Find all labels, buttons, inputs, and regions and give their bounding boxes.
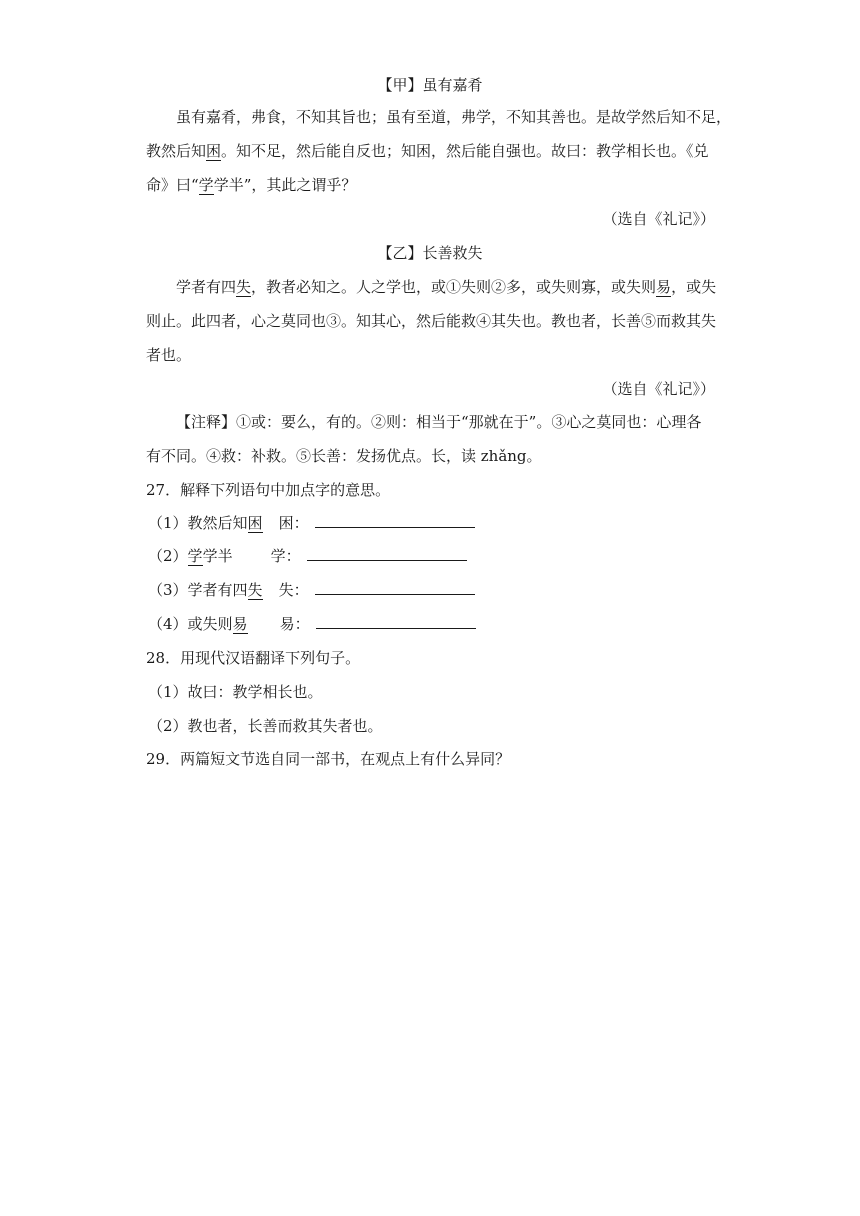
underlined-char: 学 bbox=[198, 176, 214, 194]
passage-b-line-2: 则止。此四者，心之莫同也③。知其心，然后能救④其失也。教也者，长善⑤而救其失 bbox=[146, 312, 717, 330]
question-28-item-1: （1）故曰：教学相长也。 bbox=[148, 683, 323, 701]
text-segment: 命》曰“ bbox=[146, 176, 199, 194]
item-text: （4）或失则 bbox=[148, 615, 233, 633]
answer-label: 学： bbox=[270, 547, 301, 565]
underlined-char: 困 bbox=[247, 514, 263, 532]
notes-line-1: 【注释】①或：要么，有的。②则：相当于“那就在于”。③心之莫同也：心理各 bbox=[176, 413, 702, 431]
item-text: （3）学者有四 bbox=[148, 581, 248, 599]
question-27-stem: 27．解释下列语句中加点字的意思。 bbox=[146, 481, 391, 499]
text-segment: ，或失 bbox=[671, 278, 717, 296]
answer-blank[interactable] bbox=[316, 614, 476, 629]
passage-b-line-3: 者也。 bbox=[146, 346, 192, 364]
passage-a-line-2 bbox=[146, 141, 709, 161]
answer-label: 易： bbox=[279, 615, 310, 633]
passage-a-title: 【甲】虽有嘉肴 bbox=[377, 76, 483, 94]
underlined-char: 易 bbox=[656, 278, 672, 296]
question-27-item-1 bbox=[148, 513, 475, 533]
underlined-char: 困 bbox=[206, 142, 222, 160]
text-segment: 。知不足，然后能自反也；知困，然后能自强也。故曰：教学相长也。《兑 bbox=[221, 142, 709, 160]
answer-label: 困： bbox=[278, 514, 309, 532]
question-27-item-4 bbox=[148, 614, 476, 634]
answer-blank[interactable] bbox=[315, 513, 475, 528]
underlined-char: 失 bbox=[236, 278, 252, 296]
passage-a-line-1: 虽有嘉肴，弗食，不知其旨也；虽有至道，弗学，不知其善也。是故学然后知不足， bbox=[176, 108, 732, 126]
question-28-stem: 28．用现代汉语翻译下列句子。 bbox=[146, 649, 361, 667]
item-text: （1）教然后知 bbox=[148, 514, 248, 532]
question-27-item-3 bbox=[148, 580, 475, 600]
text-segment: 学半”，其此之谓乎？ bbox=[213, 176, 357, 194]
text-segment: ，教者必知之。人之学也，或①失则②多，或失则寡，或失则 bbox=[251, 278, 657, 296]
question-27-item-2 bbox=[148, 546, 467, 566]
question-29-stem: 29．两篇短文节选自同一部书，在观点上有什么异同？ bbox=[146, 750, 511, 768]
text-segment: 学者有四 bbox=[176, 278, 237, 296]
underlined-char: 易 bbox=[232, 615, 248, 633]
question-28-item-2: （2）教也者，长善而救其失者也。 bbox=[148, 717, 383, 735]
item-text: 学半 bbox=[202, 547, 233, 565]
text-segment: 教然后知 bbox=[146, 142, 207, 160]
answer-blank[interactable] bbox=[307, 546, 467, 561]
notes-line-2: 有不同。④救：补救。⑤长善：发扬优点。长，读 zhǎng。 bbox=[146, 447, 542, 465]
passage-a-source: （选自《礼记》） bbox=[602, 210, 715, 228]
underlined-char: 学 bbox=[187, 547, 203, 565]
answer-blank[interactable] bbox=[315, 580, 475, 595]
passage-b-source: （选自《礼记》） bbox=[602, 380, 715, 398]
passage-b-line-1 bbox=[176, 277, 716, 297]
answer-label: 失： bbox=[278, 581, 309, 599]
item-text: （2） bbox=[148, 547, 188, 565]
passage-b-title: 【乙】长善救失 bbox=[377, 244, 483, 262]
underlined-char: 失 bbox=[247, 581, 263, 599]
passage-a-line-3 bbox=[146, 175, 356, 195]
